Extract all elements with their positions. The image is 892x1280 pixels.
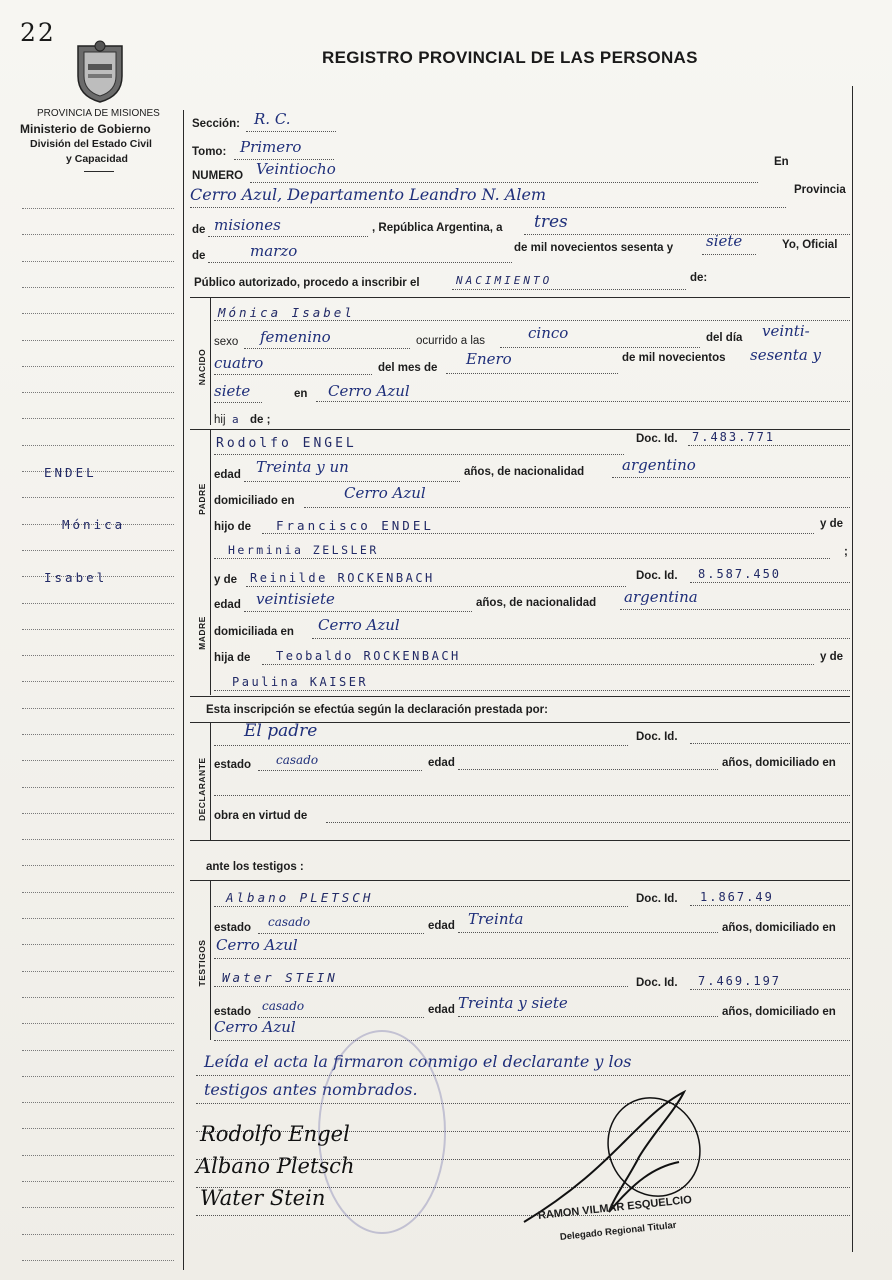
sexo-label: sexo: [214, 336, 239, 348]
testigo1-doc-value: 1.867.49: [700, 890, 774, 904]
madre-doc-value: 8.587.450: [698, 567, 782, 581]
testigo2-edad-value: Treinta y siete: [458, 994, 568, 1012]
signature-water: Water Stein: [200, 1186, 326, 1210]
margin-ruled-line: [22, 892, 174, 893]
signature-rodolfo: Rodolfo Engel: [200, 1122, 350, 1146]
testigo2-dom-value: Cerro Azul: [214, 1018, 296, 1036]
margin-ruled-line: [22, 208, 174, 209]
nacido-nombre-value: Mónica Isabel: [218, 305, 355, 320]
testigo1-estado-label: estado: [214, 922, 252, 934]
del-mes-label: del mes de: [378, 362, 438, 374]
margin-ruled-line: [22, 971, 174, 972]
margin-ruled-line: [22, 366, 174, 367]
abuelo-paterno-value: Francisco ENDEL: [276, 518, 434, 533]
margin-ruled-line: [22, 550, 174, 551]
de-mil-novecientos-label: de mil novecientos: [622, 352, 726, 364]
section-madre-label: MADRE: [197, 616, 207, 650]
publico-label: Público autorizado, procedo a inscribir el: [194, 277, 420, 289]
hora-value: cinco: [528, 324, 569, 342]
madre-anios-nac-label: años, de nacionalidad: [476, 597, 597, 609]
abuela-materna-value: Paulina KAISER: [232, 675, 369, 689]
testigo1-edad-value: Treinta: [468, 910, 524, 928]
cierre-line-1: Leída el acta la firmaron conmigo el declarante y los: [204, 1052, 632, 1071]
org-line-1: PROVINCIA DE MISIONES: [37, 108, 160, 119]
abuelo-materno-value: Teobaldo ROCKENBACH: [276, 649, 461, 663]
margin-ruled-line: [22, 497, 174, 498]
madre-edad-value: veintisiete: [256, 590, 335, 608]
de-colon-label: de:: [690, 272, 708, 284]
declarante-edad-label: edad: [428, 757, 455, 769]
yo-oficial-label: Yo, Oficial: [782, 239, 838, 251]
padre-nombre-value: Rodolfo ENGEL: [216, 436, 357, 451]
testigo2-estado-label: estado: [214, 1006, 252, 1018]
sexo-value: femenino: [260, 328, 331, 346]
declarante-value: El padre: [244, 721, 318, 741]
de-semicolon-label: de ;: [250, 414, 271, 426]
inscripcion-label: Esta inscripción se efectúa según la declaración prestada por:: [206, 704, 548, 716]
margin-ruled-line: [22, 918, 174, 919]
de2-label: de: [192, 250, 206, 262]
margin-note-name2: Isabel: [44, 570, 108, 585]
testigo2-doc-value: 7.469.197: [698, 974, 782, 988]
margin-ruled-line: [22, 839, 174, 840]
margin-note-name1: Mónica: [62, 517, 126, 532]
testigo1-edad-label: edad: [428, 920, 455, 932]
testigo2-nombre-value: Water STEIN: [222, 970, 338, 985]
semicolon-label: ;: [844, 546, 848, 558]
margin-ruled-line: [22, 1234, 174, 1235]
lugar-value: Cerro Azul, Departamento Leandro N. Alem: [190, 185, 547, 204]
en2-label: en: [294, 388, 308, 400]
testigo1-estado-value: casado: [268, 915, 311, 929]
margin-ruled-line: [22, 445, 174, 446]
org-line-4: y Capacidad: [66, 153, 128, 165]
margin-ruled-line: [22, 1181, 174, 1182]
obra-en-virtud-label: obra en virtud de: [214, 810, 308, 822]
cierre-line-2: testigos antes nombrados.: [204, 1080, 418, 1099]
padre-doc-label: Doc. Id.: [636, 433, 678, 445]
margin-ruled-line: [22, 1076, 174, 1077]
madre-domiciliada-label: domiciliada en: [214, 626, 294, 638]
lugar-nac-value: Cerro Azul: [328, 382, 410, 400]
madre-dom-value: Cerro Azul: [318, 616, 400, 634]
madre-doc-label: Doc. Id.: [636, 570, 678, 582]
numero-value: Veintiocho: [256, 160, 336, 178]
hija-de-label: hija de: [214, 652, 251, 664]
hij-suffix-value: a: [232, 413, 242, 426]
provincia-value: misiones: [214, 216, 281, 234]
margin-ruled-line: [22, 997, 174, 998]
margin-note-surname: ENDEL: [44, 465, 97, 480]
madre-edad-label: edad: [214, 599, 241, 611]
madre-nombre-value: Reinilde ROCKENBACH: [250, 571, 435, 585]
margin-ruled-line: [22, 1128, 174, 1129]
ocurrido-label: ocurrido a las: [416, 335, 486, 347]
en-label: En: [774, 156, 789, 168]
republica-label: , República Argentina, a: [372, 222, 503, 234]
mes-nac-value: Enero: [466, 350, 512, 368]
margin-ruled-line: [22, 313, 174, 314]
margin-ruled-line: [22, 629, 174, 630]
y-de-label-3: y de: [820, 651, 844, 663]
margin-ruled-line: [22, 261, 174, 262]
margin-ruled-line: [22, 787, 174, 788]
margin-ruled-line: [22, 655, 174, 656]
margin-ruled-line: [22, 418, 174, 419]
dia-nac-2-value: cuatro: [214, 354, 264, 372]
margin-ruled-line: [22, 708, 174, 709]
margin-ruled-line: [22, 1102, 174, 1103]
padre-nac-value: argentino: [622, 456, 696, 474]
seccion-label: Sección:: [192, 118, 240, 130]
acto-value: NACIMIENTO: [456, 274, 553, 287]
mes-acta-value: marzo: [250, 242, 298, 260]
testigo1-dom-value: Cerro Azul: [216, 936, 298, 954]
dia-nac-1-value: veinti-: [762, 322, 810, 340]
mil-novecientos-label: de mil novecientos sesenta y: [514, 242, 674, 254]
testigo2-anios-label: años, domiciliado en: [722, 1006, 836, 1018]
padre-edad-value: Treinta y un: [256, 458, 349, 476]
anio-nac-1-value: sesenta y: [750, 346, 822, 364]
padre-doc-value: 7.483.771: [692, 430, 776, 444]
del-dia-label: del día: [706, 332, 743, 344]
de-label: de: [192, 224, 206, 236]
margin-ruled-line: [22, 681, 174, 682]
official-name: RAMON VILMAR ESQUELCIO: [537, 1193, 693, 1222]
margin-ruled-line: [22, 603, 174, 604]
margin-ruled-line: [22, 944, 174, 945]
hijo-de-label: hijo de: [214, 521, 252, 533]
tomo-value: Primero: [240, 138, 302, 156]
testigo1-nombre-value: Albano PLETSCH: [226, 890, 374, 905]
testigo2-doc-label: Doc. Id.: [636, 977, 678, 989]
margin-ruled-line: [22, 813, 174, 814]
declarante-doc-label: Doc. Id.: [636, 731, 678, 743]
margin-ruled-line: [22, 392, 174, 393]
declarante-estado-value: casado: [276, 753, 319, 767]
margin-ruled-line: [22, 734, 174, 735]
testigo2-edad-label: edad: [428, 1004, 455, 1016]
org-line-3: División del Estado Civil: [30, 138, 152, 150]
document-title: REGISTRO PROVINCIAL DE LAS PERSONAS: [322, 48, 698, 67]
margin-ruled-line: [22, 1207, 174, 1208]
section-padre-label: PADRE: [197, 483, 207, 515]
org-line-2: Ministerio de Gobierno: [20, 122, 151, 136]
margin-ruled-line: [22, 1050, 174, 1051]
padre-domiciliado-label: domiciliado en: [214, 495, 295, 507]
testigo2-estado-value: casado: [262, 999, 305, 1013]
declarante-estado-label: estado: [214, 759, 252, 771]
anio-acta-value: siete: [706, 232, 743, 250]
anio-nac-2-value: siete: [214, 382, 251, 400]
abuela-paterna-value: Herminia ZELSLER: [228, 543, 379, 557]
signature-albano: Albano Pletsch: [196, 1154, 355, 1178]
margin-ruled-line: [22, 340, 174, 341]
seccion-value: R. C.: [254, 110, 291, 128]
margin-ruled-line: [22, 1023, 174, 1024]
testigo1-doc-label: Doc. Id.: [636, 893, 678, 905]
hij-label: hij: [214, 414, 226, 426]
page-number: 22: [20, 18, 56, 47]
testigos-label: ante los testigos :: [206, 861, 304, 873]
padre-anios-nac-label: años, de nacionalidad: [464, 466, 585, 478]
padre-edad-label: edad: [214, 469, 241, 481]
declarante-anios-label: años, domiciliado en: [722, 757, 836, 769]
dia-acta-value: tres: [534, 212, 568, 232]
margin-ruled-line: [22, 234, 174, 235]
margin-ruled-line: [22, 1260, 174, 1261]
provincial-shield-icon: [72, 38, 128, 104]
margin-ruled-line: [22, 865, 174, 866]
margin-ruled-line: [22, 760, 174, 761]
provincia-label: Provincia: [794, 184, 846, 196]
official-title: Delegado Regional Titular: [559, 1219, 677, 1243]
margin-ruled-line: [22, 287, 174, 288]
margin-ruled-line: [22, 1155, 174, 1156]
padre-dom-value: Cerro Azul: [344, 484, 426, 502]
y-de-label-1: y de: [820, 518, 844, 530]
numero-label: NUMERO: [192, 170, 244, 182]
section-nacido-label: NACIDO: [197, 348, 207, 386]
y-de-label-2: y de: [214, 574, 238, 586]
section-declarante-label: DECLARANTE: [197, 757, 207, 821]
tomo-label: Tomo:: [192, 146, 227, 158]
testigo1-anios-label: años, domiciliado en: [722, 922, 836, 934]
madre-nac-value: argentina: [624, 588, 698, 606]
section-testigos-label: TESTIGOS: [197, 939, 207, 987]
